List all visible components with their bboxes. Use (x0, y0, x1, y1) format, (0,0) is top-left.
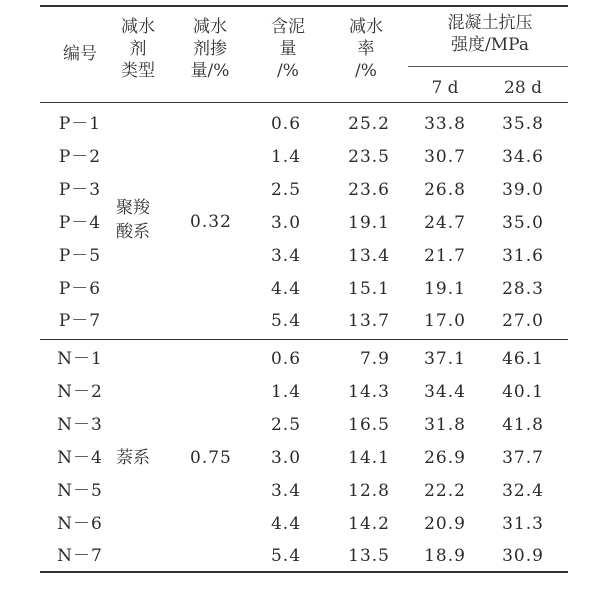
header-compressive-strength: 混凝土抗压 强度/MPa (447, 13, 533, 55)
table-row (0, 305, 600, 337)
cell-id: N－6 (57, 514, 103, 534)
cell-28d: 28.3 (502, 279, 544, 299)
cell-id: P－3 (58, 180, 102, 200)
cell-id: P－1 (58, 114, 102, 134)
table-row (0, 442, 600, 474)
cell-7d: 37.1 (424, 349, 466, 369)
cell-id: N－2 (57, 382, 103, 402)
cell-id: P－5 (58, 246, 102, 266)
header-28d: 28 d (504, 78, 542, 98)
cell-28d: 27.0 (502, 311, 544, 331)
cell-7d: 24.7 (424, 213, 466, 233)
table-row (0, 207, 600, 239)
cell-mud: 0.6 (270, 349, 302, 369)
header-id: 编号 (63, 44, 97, 64)
group-dosage-value: 0.75 (190, 448, 232, 468)
cell-mud: 3.0 (270, 213, 302, 233)
table-row (0, 475, 600, 507)
header-reducer-dosage: 减水 剂掺 量/% (190, 17, 230, 81)
cell-mud: 5.4 (270, 546, 302, 566)
table-row (0, 376, 600, 408)
cell-rate: 13.4 (348, 246, 390, 266)
cell-rate: 13.7 (348, 311, 390, 331)
cell-7d: 34.4 (424, 382, 466, 402)
cell-id: P－6 (58, 279, 102, 299)
cell-7d: 26.8 (424, 180, 466, 200)
cell-mud: 4.4 (270, 279, 302, 299)
cell-rate: 16.5 (348, 415, 390, 435)
cell-rate: 23.6 (348, 180, 390, 200)
cell-28d: 39.0 (502, 180, 544, 200)
cell-7d: 33.8 (424, 114, 466, 134)
table-row (0, 174, 600, 206)
cell-id: P－2 (58, 147, 102, 167)
header-reducer-type: 减水 剂 类型 (121, 17, 155, 81)
cell-rate: 15.1 (348, 279, 390, 299)
cell-7d: 30.7 (424, 147, 466, 167)
cell-28d: 35.8 (502, 114, 544, 134)
header-7d: 7 d (431, 78, 459, 98)
table-row (0, 273, 600, 305)
group-type-label: 聚羧 酸系 (116, 198, 150, 242)
cell-id: P－4 (58, 213, 102, 233)
cell-rate: 7.9 (359, 349, 390, 369)
cell-rate: 23.5 (348, 147, 390, 167)
cell-rate: 25.2 (348, 114, 390, 134)
cell-28d: 31.6 (502, 246, 544, 266)
cell-28d: 34.6 (502, 147, 544, 167)
cell-mud: 0.6 (270, 114, 302, 134)
header-rule (40, 102, 568, 103)
cell-rate: 13.5 (348, 546, 390, 566)
table-row (0, 409, 600, 441)
cell-id: N－1 (57, 349, 103, 369)
cell-28d: 32.4 (502, 481, 544, 501)
cell-mud: 4.4 (270, 514, 302, 534)
cell-7d: 26.9 (424, 448, 466, 468)
table-row (0, 343, 600, 375)
cell-id: N－3 (57, 415, 103, 435)
cell-28d: 41.8 (502, 415, 544, 435)
table-row (0, 540, 600, 572)
cell-rate: 14.2 (348, 514, 390, 534)
cell-id: P－7 (58, 311, 102, 331)
cell-7d: 31.8 (424, 415, 466, 435)
cell-rate: 14.1 (348, 448, 390, 468)
cell-id: N－4 (57, 448, 103, 468)
cell-28d: 30.9 (502, 546, 544, 566)
cell-28d: 40.1 (502, 382, 544, 402)
cell-mud: 1.4 (270, 382, 302, 402)
cell-mud: 3.4 (270, 481, 302, 501)
cell-rate: 14.3 (348, 382, 390, 402)
cell-id: N－7 (57, 546, 103, 566)
cell-7d: 20.9 (424, 514, 466, 534)
top-rule (40, 5, 568, 7)
cell-7d: 19.1 (424, 279, 466, 299)
cell-mud: 5.4 (270, 311, 302, 331)
cell-28d: 37.7 (502, 448, 544, 468)
cell-28d: 31.3 (502, 514, 544, 534)
cell-rate: 19.1 (348, 213, 390, 233)
table-row (0, 508, 600, 540)
cell-mud: 2.5 (270, 415, 302, 435)
cell-7d: 21.7 (424, 246, 466, 266)
cell-28d: 35.0 (502, 213, 544, 233)
cell-mud: 1.4 (270, 147, 302, 167)
cell-rate: 12.8 (348, 481, 390, 501)
group-divider-rule (40, 339, 568, 340)
cell-7d: 18.9 (424, 546, 466, 566)
table-row (0, 240, 600, 272)
table-row (0, 141, 600, 173)
cell-mud: 3.4 (270, 246, 302, 266)
header-mud-content: 含泥 量 /% (271, 17, 305, 81)
cell-7d: 22.2 (424, 481, 466, 501)
group-type-label: 萘系 (116, 448, 150, 468)
table-row (0, 108, 600, 140)
strength-header-rule (408, 66, 568, 67)
cell-id: N－5 (57, 481, 103, 501)
cell-mud: 3.0 (270, 448, 302, 468)
cell-28d: 46.1 (502, 349, 544, 369)
group-dosage-value: 0.32 (190, 212, 232, 232)
header-reduction-rate: 减水 率 /% (349, 17, 383, 81)
cell-mud: 2.5 (270, 180, 302, 200)
cell-7d: 17.0 (424, 311, 466, 331)
